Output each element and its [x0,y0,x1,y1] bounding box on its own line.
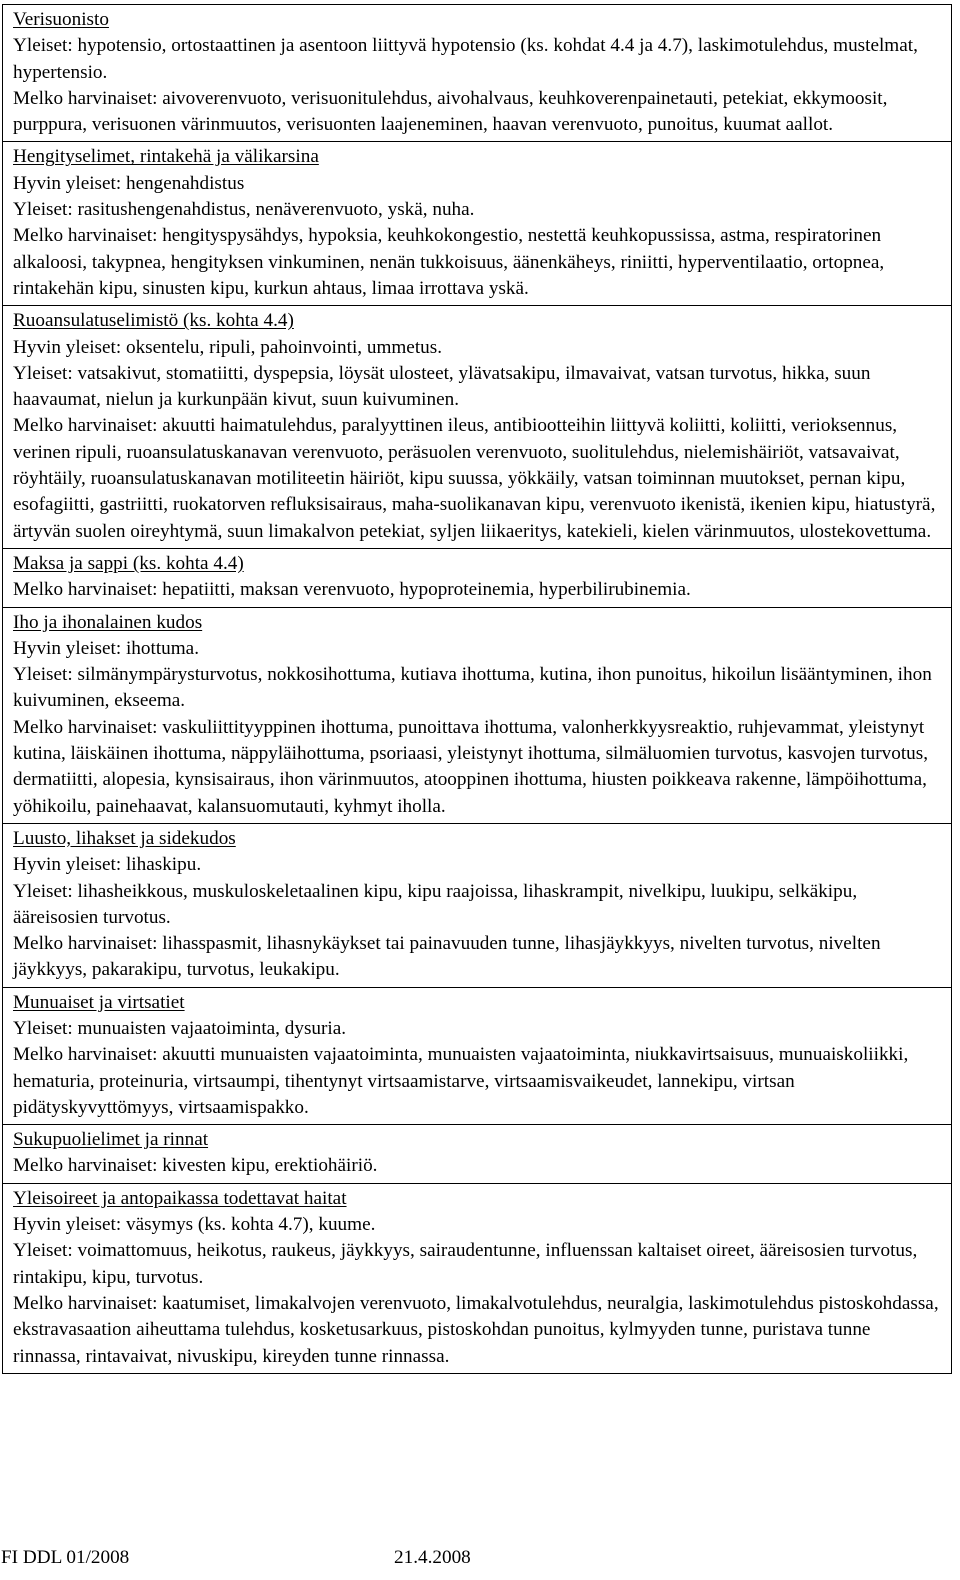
section-paragraph: Hyvin yleiset: väsymys (ks. kohta 4.7), kuume. [13,1214,376,1236]
section-respiratory [3,142,952,306]
adverse-effects-table [2,4,952,1374]
section-cell [3,1183,952,1373]
section-paragraph: Hyvin yleiset: ihottuma. [13,637,199,659]
section-paragraph: Melko harvinaiset: hepatiitti, maksan verenvuoto, hypoproteinemia, hyperbilirubinemia. [13,579,691,601]
section-cell [3,987,952,1124]
section-cell [3,607,952,823]
section-heading: Yleisoireet ja antopaikassa todettavat haitat [13,1187,347,1209]
section-paragraph: Yleiset: hypotensio, ortostaattinen ja asentoon liittyvä hypotensio (ks. kohdat 4.4 ja 4.7), laskimotulehdus, mustelmat, hypertensio. [13,35,918,83]
section-skin [3,607,952,823]
section-heading: Sukupuolielimet ja rinnat [13,1129,209,1151]
section-paragraph: Hyvin yleiset: hengenahdistus [13,172,245,194]
section-heading: Ruoansulatuselimistö (ks. kohta 4.4) [13,310,294,332]
section-heading: Luusto, lihakset ja sidekudos [13,827,236,849]
section-paragraph: Yleiset: vatsakivut, stomatiitti, dyspepsia, löysät ulosteet, ylävatsakipu, ilmavaivat, vatsan turvotus, hikka, suun haavaumat, nielun ja kurkunpään kivut, suun kuivuminen. [13,362,871,411]
footer-document-id: FI DDL 01/2008 [1,1547,130,1568]
section-paragraph: Melko harvinaiset: kivesten kipu, erektiohäiriö. [13,1155,378,1177]
section-cell [3,548,952,607]
section-vascular [3,5,952,142]
section-paragraph: Melko harvinaiset: vaskuliittityyppinen ihottuma, punoittava ihottuma, valonherkkyysreaktio, ruhjevammat, yleistynyt kutina, läiskäinen ihottuma, näppyläihottuma, psoriaasi, yleistynyt ihottuma, silmäluomien turvotus, kasvojen turvotus, dermatiitti, alopesia, kynsisairaus, ihon värinmuutos, atooppinen ihottuma, hiusten poikkeava rakenne, lämpöihottuma, yöhikoilu, painehaavat, kalansuomutauti, kyhmyt iholla. [13,716,929,817]
section-cell [3,142,952,306]
section-paragraph: Melko harvinaiset: lihasspasmit, lihasnykäykset tai painavuuden tunne, lihasjäykkyys, nivelten turvotus, nivelten jäykkyys, pakarakipu, turvotus, leukakipu. [13,933,881,981]
section-heading: Iho ja ihonalainen kudos [13,611,203,633]
section-cell [3,5,952,142]
section-paragraph: Yleiset: lihasheikkous, muskuloskeletaalinen kipu, kipu raajoissa, lihaskrampit, nivelkipu, luukipu, selkäkipu, ääreisosien turvotus. [13,880,858,928]
section-paragraph: Melko harvinaiset: hengityspysähdys, hypoksia, keuhkokongestio, nestettä keuhkopussissa, astma, respiratorinen alkaloosi, takypnea, hengityksen vinkuminen, nenän tukkoisuus, äänenkäheys, riniitti, hyperventilaatio, ortopnea, rintakehän kipu, sinusten kipu, kurkun ahtaus, limaa irrottava yskä. [13,225,885,299]
section-paragraph: Yleiset: voimattomuus, heikotus, raukeus, jäykkyys, sairaudentunne, influenssan kaltaiset oireet, ääreisosien turvotus, rintakipu, kipu, turvotus. [13,1240,918,1288]
section-paragraph: Yleiset: munuaisten vajaatoiminta, dysuria. [13,1017,347,1039]
section-heading: Munuaiset ja virtsatiet [13,991,185,1013]
section-paragraph: Melko harvinaiset: akuutti munuaisten vajaatoiminta, munuaisten vajaatoiminta, niukkavirtsaisuus, munuaiskoliikki, hematuria, proteinuria, virtsaumpi, tihentynyt virtsaamistarve, virtsaamisvaikeudet, lannekipu, virtsan pidätyskyvyttömyys, virtsaamispakko. [13,1044,909,1118]
section-paragraph: Hyvin yleiset: oksentelu, ripuli, pahoinvointi, ummetus. [13,336,443,358]
section-hepatobiliary [3,548,952,607]
section-paragraph: Yleiset: rasitushengenahdistus, nenäverenvuoto, yskä, nuha. [13,199,475,221]
section-gastrointestinal [3,306,952,549]
section-renal [3,987,952,1124]
section-heading: Maksa ja sappi (ks. kohta 4.4) [13,552,244,574]
section-paragraph: Hyvin yleiset: lihaskipu. [13,854,202,876]
footer-date: 21.4.2008 [394,1547,471,1568]
section-musculoskeletal [3,823,952,987]
section-cell [3,306,952,549]
section-paragraph: Melko harvinaiset: kaatumiset, limakalvojen verenvuoto, limakalvotulehdus, neuralgia, laskimotulehdus pistoskohdassa, ekstravasaation aiheuttama tulehdus, kosketusarkuus, pistoskohdan punoitus, kylmyyden tunne, puristava tunne rinnassa, rintavaivat, nivuskipu, kireyden tunne rinnassa. [13,1292,939,1367]
section-paragraph: Yleiset: silmänympärysturvotus, nokkosihottuma, kutiava ihottuma, kutina, ihon punoitus, hikoilun lisääntyminen, ihon kuivuminen, ekseema. [13,664,932,712]
section-heading: Hengityselimet, rintakehä ja välikarsina [13,146,319,168]
section-paragraph: Melko harvinaiset: akuutti haimatulehdus, paralyyttinen ileus, antibiootteihin liittyvä koliitti, koliitti, verioksennus, verinen ripuli, ruoansulatuskanavan verenvuoto, peräsuolen verenvuoto, suolitulehdus, nielemishäiriöt, vatsavaivat, röyhtäily, ruoansulatuskanavan motiliteetin häiriöt, kipu suussa, yökkäily, vatsan toiminnan muutokset, pernan kipu, esofagiitti, gastriitti, ruokatorven refluksisairaus, maha-suolikanavan kipu, verenvuoto ikenistä, ikenien kipu, hiatustyrä, ärtyvän suolen oireyhtymä, suun limakalvon petekiat, syljen liikaeritys, katekieli, kielen värinmuutos, ulostekovettuma. [13,415,936,542]
table-body [3,5,952,1374]
section-heading: Verisuonisto [13,9,109,30]
section-paragraph: Melko harvinaiset: aivoverenvuoto, verisuonitulehdus, aivohalvaus, keuhkoverenpainetauti, petekiat, ekkymoosit, purppura, verisuonen värinmuutos, verisuonten laajeneminen, haavan verenvuoto, punoitus, kuumat aallot. [13,87,888,136]
section-general [3,1183,952,1373]
section-cell [3,823,952,987]
section-reproductive [3,1125,952,1184]
section-cell [3,1125,952,1184]
